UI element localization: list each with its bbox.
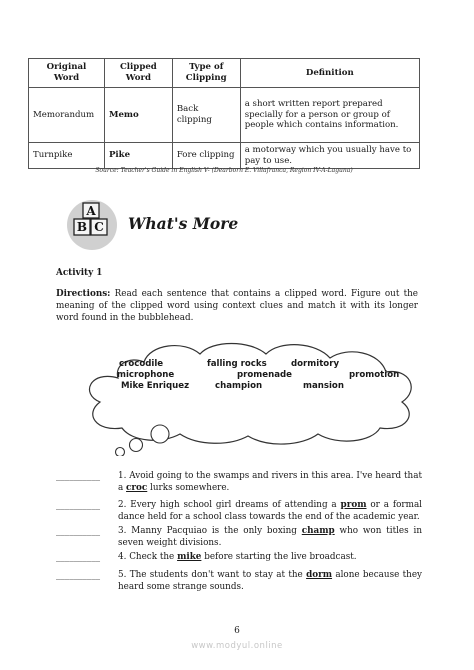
- page-number: 6: [234, 626, 240, 636]
- directions-label: Directions:: [56, 289, 111, 299]
- answer-blank[interactable]: __________: [56, 552, 100, 562]
- item-text: 4. Check the mike before starting the live broadcast.: [118, 552, 357, 562]
- clipping-table: [28, 58, 420, 169]
- bubble-word: promotion: [349, 370, 400, 380]
- block-letter-a: A: [86, 204, 96, 218]
- header-type-of-clipping: Type of Clipping: [172, 59, 240, 88]
- cell-clipped: Memo: [104, 88, 172, 143]
- bubble-word: Mike Enriquez: [121, 381, 190, 391]
- block-letter-b: B: [76, 220, 88, 234]
- cell-type: Fore clipping: [172, 143, 240, 169]
- table-source-note: Source: Teacher's Guide in English V- (Dearborn E. Villafranca, Region IV-A-Laguna): [95, 167, 353, 174]
- list-item: [56, 471, 422, 497]
- table-header-row: [29, 59, 420, 88]
- bubble-word: crocodile: [119, 359, 164, 369]
- cell-definition: a motorway which you usually have to pay to use.: [240, 143, 419, 169]
- bubble-word: dormitory: [291, 359, 340, 369]
- answer-blank[interactable]: __________: [56, 500, 100, 510]
- cell-clipped: Pike: [104, 143, 172, 169]
- list-item: [56, 526, 422, 552]
- cell-definition: a short written report prepared specially for a person or group of people which contains information.: [240, 88, 419, 143]
- cell-original: Memorandum: [29, 88, 105, 143]
- activity-title: Activity 1: [56, 268, 103, 278]
- clipped-keyword: croc: [126, 482, 148, 493]
- list-item: [56, 552, 422, 566]
- list-item: [56, 500, 422, 526]
- item-text: 3. Manny Pacquiao is the only boxing champ who won titles in seven weight divisions.: [118, 526, 422, 548]
- answer-blank[interactable]: __________: [56, 471, 100, 481]
- header-definition: Definition: [240, 59, 419, 88]
- table-row: [29, 88, 420, 143]
- bubble-word: champion: [215, 381, 263, 391]
- answer-blank[interactable]: __________: [56, 526, 100, 536]
- watermark: www.modyul.online: [191, 641, 283, 651]
- bubble-word: mansion: [303, 381, 344, 391]
- clipped-keyword: dorm: [306, 570, 333, 580]
- item-text: 2. Every high school girl dreams of attending a prom or a formal dance held for a school class towards the end of the academic year.: [118, 500, 422, 522]
- list-item: [56, 570, 422, 596]
- directions-paragraph: [56, 289, 418, 325]
- item-text: 5. The students don't want to stay at the dorm alone because they heard some strange sounds.: [118, 570, 422, 592]
- cell-type: Back clipping: [172, 88, 240, 143]
- abc-blocks-icon: [64, 199, 120, 251]
- header-clipped-word: Clipped Word: [104, 59, 172, 88]
- cell-original: Turnpike: [29, 143, 105, 169]
- thought-bubble: [80, 334, 420, 456]
- clipped-keyword: prom: [340, 500, 367, 510]
- directions-text: Read each sentence that contains a clipped word. Figure out the meaning of the clipped word using context clues and match it with its longer word found in the bubblehead.: [56, 289, 418, 323]
- clipped-keyword: champ: [301, 526, 335, 536]
- header-original-word: Original Word: [29, 59, 105, 88]
- block-letter-c: C: [94, 220, 104, 234]
- bubble-word: microphone: [117, 370, 175, 380]
- bubble-word: falling rocks: [207, 359, 267, 369]
- section-title: What's More: [128, 214, 239, 233]
- clipped-keyword: mike: [177, 552, 202, 562]
- bubble-word: promenade: [237, 370, 292, 380]
- answer-blank[interactable]: __________: [56, 570, 100, 580]
- item-text: 1. Avoid going to the swamps and rivers in this area. I've heard that a croc lurks somewhere.: [118, 471, 422, 493]
- table-row: [29, 143, 420, 169]
